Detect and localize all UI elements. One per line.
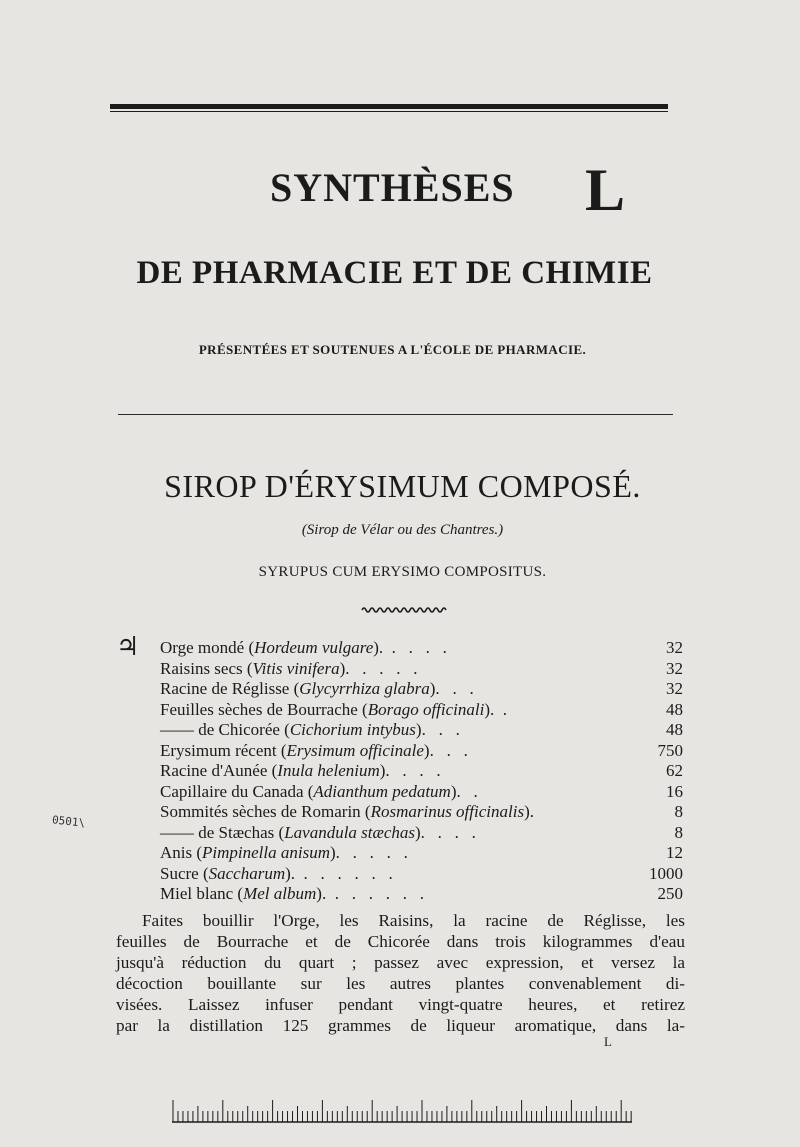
ingredient-name: [160, 720, 460, 741]
ingredient-close: ).: [429, 679, 440, 698]
ingredient-name: [160, 843, 408, 864]
series-letter: L: [585, 157, 626, 223]
ingredient-latin-name: Rosmarinus officinalis: [370, 802, 525, 821]
ingredient-name: [160, 864, 393, 885]
ingredient-quantity: 48: [666, 720, 683, 739]
paragraph-line: jusqu'à réduction du quart ; passez avec expression, et versez la: [116, 953, 685, 972]
ingredient-name: [160, 700, 507, 721]
page-title: SYNTHÈSES: [270, 165, 515, 210]
ingredient-quantity: 32: [666, 638, 683, 657]
leader-dots: . . .: [389, 761, 441, 780]
ingredient-common-name: —— de Stæchas (: [160, 822, 285, 842]
ingredient-list: [160, 638, 685, 905]
leader-dots: . . . .: [339, 843, 408, 862]
ingredient-common-name: Sommités sèches de Romarin (: [160, 802, 371, 821]
ingredient-row: [160, 638, 685, 659]
ingredient-common-name: Anis (: [160, 843, 203, 862]
ingredient-row: [160, 802, 685, 823]
ingredient-name: [160, 741, 468, 762]
ingredient-latin-name: Hordeum vulgare: [254, 638, 374, 657]
header-top-rule: [110, 104, 668, 109]
title-row: [110, 157, 668, 223]
ingredient-quantity: 8: [674, 802, 683, 821]
ingredient-common-name: Racine de Réglisse (: [160, 679, 300, 698]
ingredient-row: [160, 782, 685, 803]
leader-dots: . . . . . .: [326, 884, 424, 903]
ingredient-common-name: Erysimum récent (: [160, 740, 287, 760]
presented-line: PRÉSENTÉES ET SOUTENUES A L'ÉCOLE DE PHARMACIE.: [198, 342, 587, 357]
header-top-thin-rule: [110, 111, 668, 112]
ingredient-latin-name: Lavandula stæchas: [284, 822, 415, 842]
ingredient-name: [160, 679, 474, 700]
ingredient-quantity: 250: [657, 884, 683, 903]
ingredient-quantity: 32: [666, 658, 683, 678]
ingredient-close: ).: [379, 761, 390, 780]
leader-dots: .: [494, 699, 508, 719]
ingredient-close: ).: [373, 638, 384, 657]
ingredient-name: [160, 884, 424, 905]
ingredient-quantity: 750: [657, 740, 683, 760]
ingredient-row: [160, 823, 685, 844]
ingredient-close: ).: [316, 884, 327, 903]
ingredient-row: [160, 864, 685, 885]
ingredient-common-name: Sucre (: [160, 863, 209, 883]
margin-note: 0501\: [51, 813, 86, 830]
ingredient-latin-name: Inula helenium: [277, 761, 380, 780]
ingredient-common-name: —— de Chicorée (: [160, 720, 290, 739]
signature-mark: L: [604, 1034, 612, 1049]
ingredient-close: ).: [415, 720, 426, 739]
ingredient-close: ).: [330, 843, 340, 862]
ingredient-close: ).: [339, 658, 350, 678]
recipe-alt-name: (Sirop de Vélar ou des Chantres.): [301, 522, 504, 538]
paragraph-line: feuilles de Bourrache et de Chicorée dans trois kilogrammes d'eau: [116, 932, 685, 951]
page-subtitle: DE PHARMACIE ET DE CHIMIE: [136, 255, 653, 291]
ingredient-row: [160, 720, 685, 741]
ingredient-quantity: 16: [666, 781, 683, 801]
ingredient-latin-name: Vitis vinifera: [252, 658, 340, 678]
ingredient-latin-name: Glycyrrhiza glabra: [299, 679, 430, 698]
ingredient-latin-name: Pimpinella anisum: [202, 843, 330, 862]
paragraph-line: décoction bouillante sur les autres plantes convenablement di-: [116, 974, 685, 993]
paragraph-line: visées. Laissez infuser pendant vingt-quatre heures, et retirez: [116, 995, 685, 1014]
recipe-latin-name: SYRUPUS CUM ERYSIMO COMPOSITUS.: [258, 564, 547, 580]
paragraph-line: par la distillation 125 grammes de liqueur aromatique, dans la-: [116, 1016, 685, 1035]
ingredient-close: ).: [450, 781, 461, 801]
paragraph-line: Faites bouillir l'Orge, les Raisins, la racine de Réglisse, les: [142, 911, 685, 930]
ingredient-close: ).: [524, 802, 534, 821]
ingredient-latin-name: Mel album: [243, 884, 317, 903]
recipe-heading: SIROP D'ÉRYSIMUM COMPOSÉ.: [164, 468, 641, 504]
ingredient-row: [160, 761, 685, 782]
ingredient-row: [160, 679, 685, 700]
ingredient-quantity: 12: [666, 843, 683, 862]
ingredient-latin-name: Saccharum: [208, 863, 286, 883]
ornament-divider: [360, 604, 450, 616]
ingredient-close: ).: [415, 822, 425, 842]
ingredient-common-name: Miel blanc (: [160, 884, 244, 903]
ingredient-name: [160, 638, 447, 659]
instructions-paragraph: [116, 910, 685, 1036]
ingredient-close: ).: [423, 740, 434, 760]
leader-dots: . .: [425, 720, 460, 739]
ingredient-common-name: Raisins secs (: [160, 658, 253, 678]
leader-dots: . . . .: [383, 638, 447, 657]
ingredient-name: [160, 802, 534, 823]
leader-dots: . .: [439, 679, 474, 698]
ingredient-quantity: 32: [666, 679, 683, 698]
ingredient-quantity: 1000: [649, 863, 683, 883]
section-divider: [118, 414, 673, 415]
ingredient-common-name: Capillaire du Canada (: [160, 781, 314, 801]
ingredient-name: [160, 782, 478, 803]
ingredient-row: [160, 884, 685, 905]
scale-ruler: [172, 1096, 632, 1124]
ingredient-row: [160, 843, 685, 864]
ingredient-quantity: 8: [674, 822, 683, 842]
ingredient-common-name: Orge mondé (: [160, 638, 255, 657]
ingredient-latin-name: Erysimum officinale: [286, 740, 424, 760]
ingredient-row: [160, 741, 685, 762]
ingredient-quantity: 48: [666, 699, 683, 719]
leader-dots: . . . . . .: [295, 863, 393, 883]
ingredient-quantity: 62: [666, 761, 683, 780]
ingredient-name: [160, 659, 418, 680]
ingredient-common-name: Racine d'Aunée (: [160, 761, 278, 780]
ingredient-name: [160, 761, 441, 782]
ingredient-row: [160, 659, 685, 680]
leader-dots: . .: [433, 740, 468, 760]
recipe-symbol: ♃: [116, 632, 140, 662]
ingredient-latin-name: Borago officinali: [367, 699, 485, 719]
leader-dots: .: [460, 781, 478, 801]
ingredient-name: [160, 823, 476, 844]
ingredient-close: ).: [484, 699, 495, 719]
ingredient-common-name: Feuilles sèches de Bourrache (: [160, 699, 368, 719]
leader-dots: . . .: [424, 822, 476, 842]
leader-dots: . . . .: [349, 658, 418, 678]
ingredient-row: [160, 700, 685, 721]
ingredient-close: ).: [285, 863, 296, 883]
ingredient-latin-name: Cichorium intybus: [289, 720, 416, 739]
ingredient-latin-name: Adianthum pedatum: [313, 781, 451, 801]
